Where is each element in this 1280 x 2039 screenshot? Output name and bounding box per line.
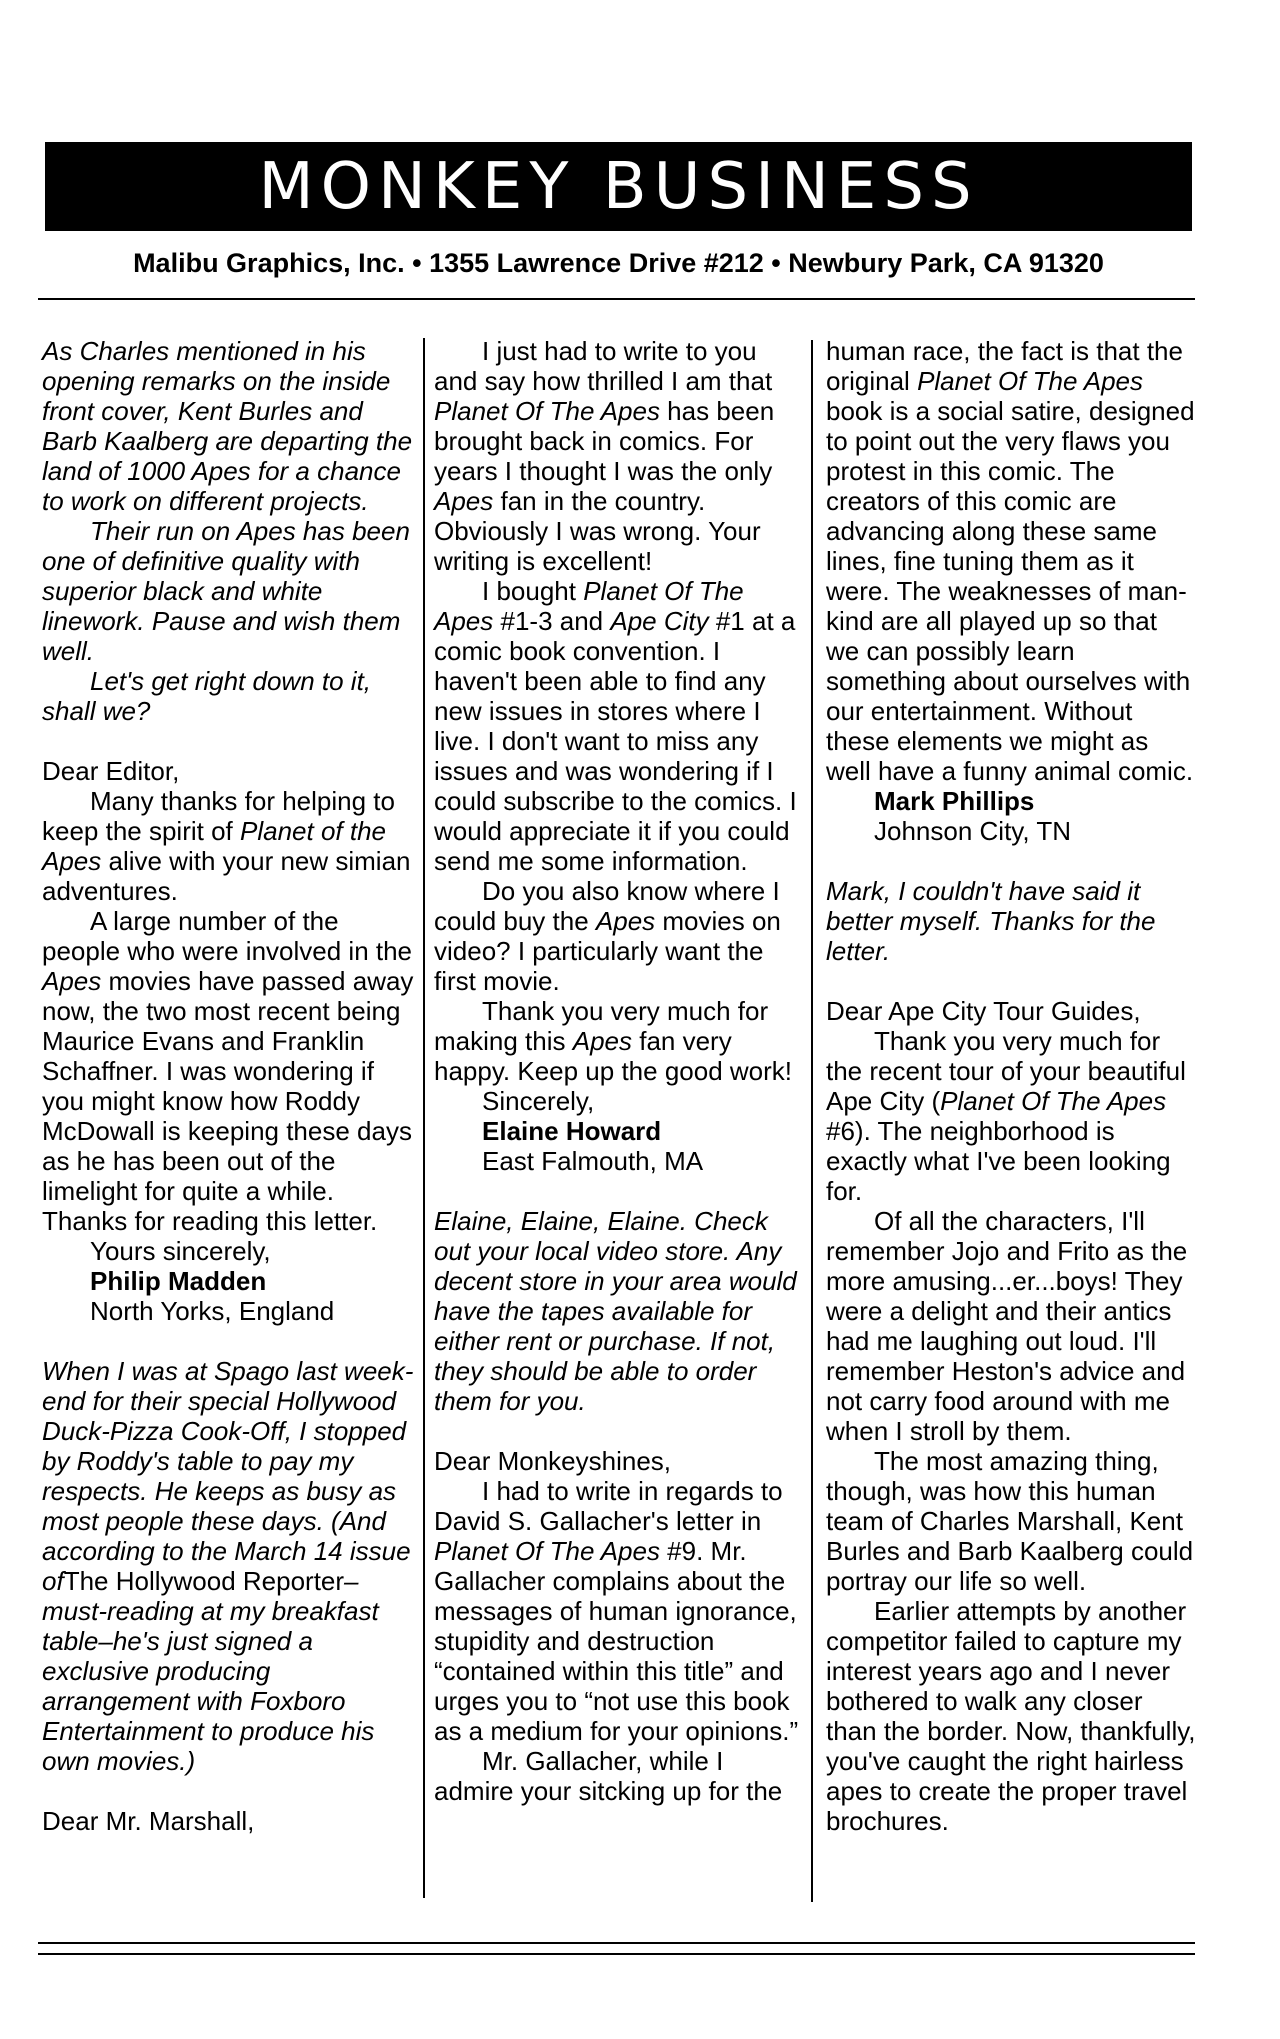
letter-closing: Yours sincerely, [90,1236,271,1266]
letter-paragraph: The most amazing thing, though, was how this human team of Charles Marshall, Kent Burles and Barb Kaalberg could portray our life so well. [826,1446,1194,1596]
footer-rule [38,1942,1195,1944]
letter-salutation: Dear Mr. Marshall, [42,1806,255,1836]
letter-paragraph: Mr. Gallacher, while I admire your sitcking up for the [434,1746,783,1806]
letter-paragraph: Thank you very much for making this Apes fan very happy. Keep up the good work! [434,996,792,1086]
editor-reply: Elaine, Elaine, Elaine. Check out your local video store. Any decent store in your area would have the tapes available for either rent or purchase. If not, they should be able to order them for you. [434,1206,797,1416]
column-divider-2 [811,340,813,1902]
column-divider-1 [423,338,425,1898]
letter-paragraph: Many thanks for helping to keep the spirit of Planet of the Apes alive with your new simian adventures. [42,786,411,906]
masthead-banner [45,142,1192,231]
letter-paragraph: human race, the fact is that the original Planet Of The Apes book is a social satire, designed to point out the very flaws you protest in this comic. The creators of this comic are advancing along these same lines, fine tuning them as it were. The weaknesses of man-kind are all played up so that we can possibly learn something about ourselves with our entertainment. Without these elements we might as well have a funny animal comic. [826,336,1195,786]
column-1 [42,336,417,1836]
column-3 [826,336,1196,1836]
letter-paragraph: A large number of the people who were involved in the Apes movies have passed away now, the two most recent being Maurice Evans and Franklin Schaffner. I was wondering if you might know how Roddy McDowall is keeping these days as he has been out of the limelight for quite a while. Thanks for reading this letter. [42,906,414,1236]
editor-reply: Mark, I couldn't have said it better myself. Thanks for the letter. [826,876,1156,966]
letter-author-name: Elaine Howard [482,1116,662,1146]
letter-paragraph: Earlier attempts by another competitor failed to capture my interest years ago and I never bothered to walk any closer than the border. Now, thankfully, you've caught the right hairless apes to create the proper travel brochures. [826,1596,1196,1836]
header-rule [38,298,1195,300]
letter-paragraph: Thank you very much for the recent tour of your beautiful Ape City (Planet Of The Apes #6). The neighborhood is exactly what I've been looking for. [826,1026,1186,1206]
editor-intro: Let's get right down to it, shall we? [42,666,372,726]
letter-author-location: North Yorks, England [90,1296,335,1326]
letter-salutation: Dear Monkeyshines, [434,1446,671,1476]
editor-reply: When I was at Spago last week-end for their special Hollywood Duck-Pizza Cook-Off, I stopped by Roddy's table to pay my respects. He keeps as busy as most people these days. (And according to the March 14 issue ofThe Hollywood Reporter–must-reading at my breakfast table–he's just signed a exclusive producing arrangement with Foxboro Entertainment to produce his own movies.) [42,1356,414,1776]
letter-salutation: Dear Ape City Tour Guides, [826,996,1141,1026]
letter-author-name: Mark Phillips [874,786,1035,816]
letter-salutation: Dear Editor, [42,756,180,786]
letter-paragraph: Of all the characters, I'll remember Jojo and Frito as the more amusing...er...boys! They were a delight and their antics had me laughing out loud. I'll remember Heston's advice and not carry food around with me when I stroll by them. [826,1206,1188,1446]
footer-rule [38,1953,1195,1955]
letter-author-location: Johnson City, TN [874,816,1072,846]
letter-paragraph: I had to write in regards to David S. Gallacher's letter in Planet Of The Apes #9. Mr. Gallacher complains about the messages of human ignorance, stupidity and destruction “contained within this title” and urges you to “not use this book as a medium for your opinions.” [434,1476,799,1746]
publisher-address: Malibu Graphics, Inc. • 1355 Lawrence Drive #212 • Newbury Park, CA 91320 [133,248,1104,278]
editor-intro: Their run on Apes has been one of definitive quality with superior black and white linework. Pause and wish them well. [42,516,410,666]
letter-author-name: Philip Madden [90,1266,267,1296]
letter-paragraph: Do you also know where I could buy the Apes movies on video? I particularly want the first movie. [434,876,781,996]
editor-intro: As Charles mentioned in his opening remarks on the inside front cover, Kent Burles and Barb Kaalberg are departing the land of 1000 Apes for a chance to work on different projects. [42,336,413,516]
letter-closing: Sincerely, [482,1086,595,1116]
column-2 [434,336,806,1806]
letter-paragraph: I just had to write to you and say how thrilled I am that Planet Of The Apes has been brought back in comics. For years I thought I was the only Apes fan in the country. Obviously I was wrong. Your writing is excellent! [434,336,775,576]
letter-paragraph: I bought Planet Of The Apes #1-3 and Ape City #1 at a comic book convention. I haven't been able to find any new issues in stores where I live. I don't want to miss any issues and was wondering if I could subscribe to the comics. I would appreciate it if you could send me some information. [434,576,797,876]
page-title: MONKEY BUSINESS [258,149,979,224]
letter-author-location: East Falmouth, MA [482,1146,704,1176]
